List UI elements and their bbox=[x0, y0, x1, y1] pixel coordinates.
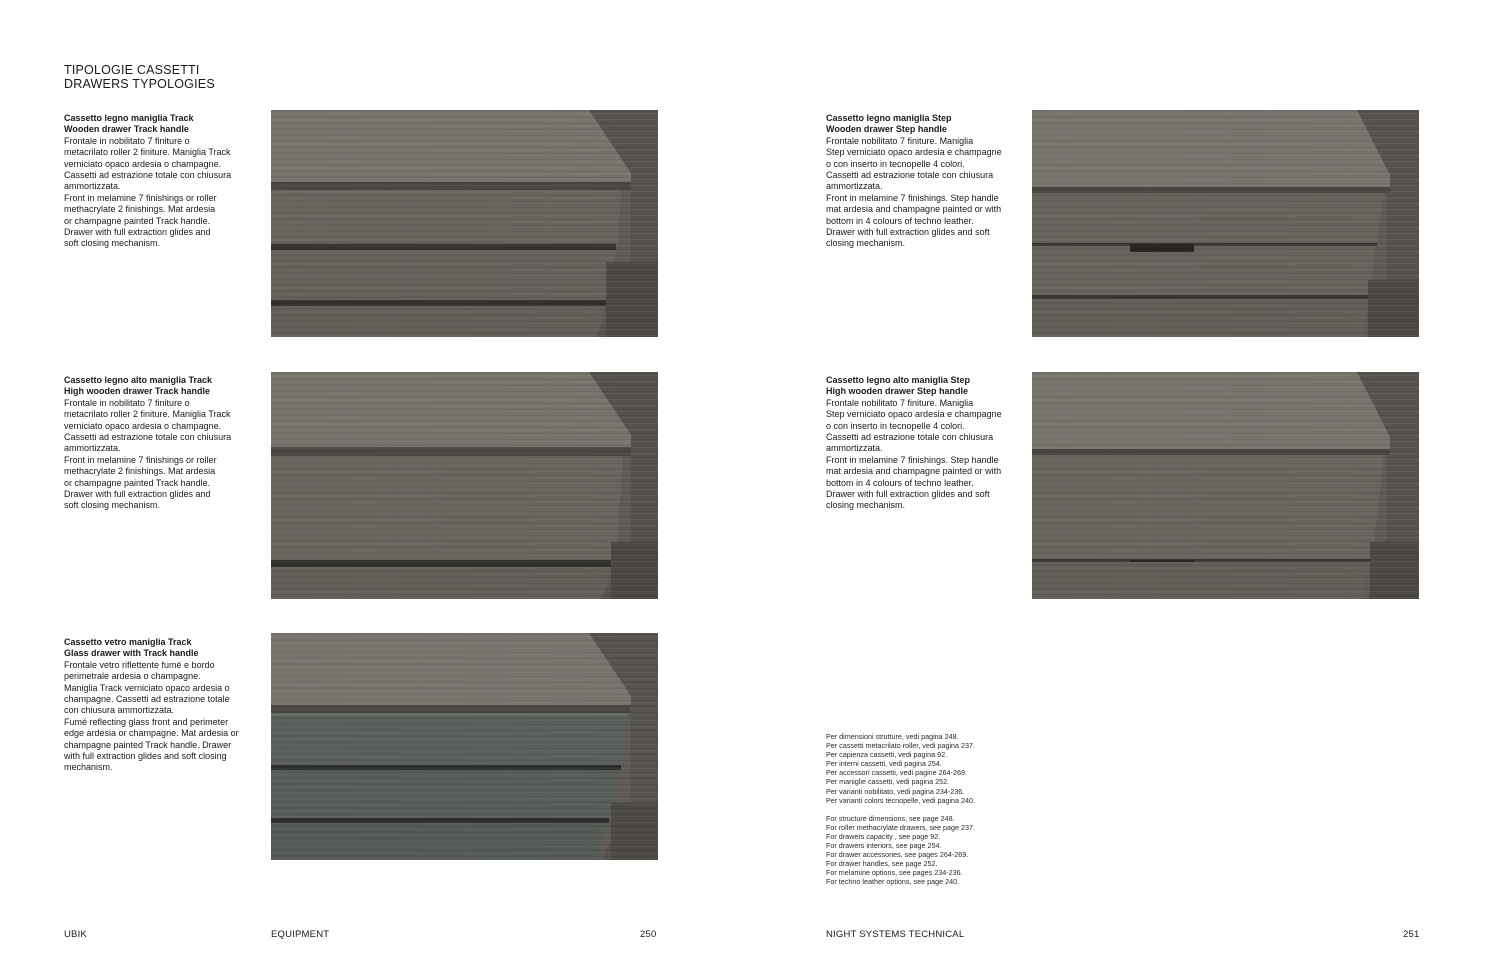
drawer-title-english: Wooden drawer Track handle bbox=[64, 124, 189, 135]
title-english: DRAWERS TYPOLOGIES bbox=[64, 77, 215, 91]
drawer-title-italian: Cassetto legno alto maniglia Step bbox=[826, 375, 971, 385]
drawer-description-3 bbox=[64, 637, 244, 774]
drawer-body-text: Frontale in nobilitato 7 finiture o metacrilato roller 2 finiture. Maniglia Track verniciato opaco ardesia o champagne. Cassetti ad estrazione totale con chiusura ammortizzata. Front in melamine 7 finishings or roller methacrylate 2 finishings. Mat ardesia or champagne painted Track handle. Drawer with full extraction glides and soft closing mechanism. bbox=[64, 135, 232, 249]
drawer-description-4 bbox=[826, 113, 1006, 250]
footer-brand: UBIK bbox=[64, 929, 87, 940]
cross-references bbox=[826, 732, 1056, 887]
drawer-title-english: High wooden drawer Step handle bbox=[826, 386, 969, 397]
glass-drawer-track-handle-photo bbox=[271, 633, 658, 860]
high-wooden-drawer-step-handle-photo bbox=[1032, 372, 1419, 599]
title-italian: TIPOLOGIE CASSETTI bbox=[64, 63, 200, 77]
drawer-description-2 bbox=[64, 375, 244, 512]
page-number-left: 250 bbox=[640, 929, 657, 940]
drawer-title-italian: Cassetto legno maniglia Step bbox=[826, 113, 952, 123]
references-english: For structure dimensions, see page 248. For roller methacrylate drawers, see page 237. For drawers capacity , see page 92. For drawers interiors, see page 254. For drawer accessories, see pages 264-269. For drawer handles, see page 252. For melamine options, see pages 234-236. For techno leather options, see page 240. bbox=[826, 813, 976, 887]
drawer-description-5 bbox=[826, 375, 1006, 512]
footer-section-right: NIGHT SYSTEMS TECHNICAL bbox=[826, 929, 965, 940]
page-title bbox=[64, 63, 215, 91]
page-number-right: 251 bbox=[1403, 929, 1420, 940]
wooden-drawer-track-handle-photo bbox=[271, 110, 658, 337]
drawer-title-italian: Cassetto legno alto maniglia Track bbox=[64, 375, 213, 385]
drawer-body-text: Frontale nobilitato 7 finiture. Maniglia Step verniciato opaco ardesia e champagne o con inserto in tecnopelle 4 colori. Cassetti ad estrazione totale con chiusura ammortizzata. Front in melamine 7 finishings. Step handle mat ardesia and champagne painted or with bottom in 4 colours of techno leather. Drawer with full extraction glides and soft closing mechanism. bbox=[826, 397, 1002, 511]
high-wooden-drawer-track-handle-photo bbox=[271, 372, 658, 599]
drawer-title-english: High wooden drawer Track handle bbox=[64, 386, 211, 397]
drawer-body-text: Frontale vetro riflettente fumé e bordo perimetrale ardesia o champagne. Maniglia Track verniciato opaco ardesia o champagne. Cassetti ad estrazione totale con chiusura ammortizzata. Fumé reflecting glass front and perimeter edge ardesia or champagne. Mat ardesia or champagne painted Track handle. Drawer with full extraction glides and soft closing mechanism. bbox=[64, 659, 239, 773]
drawer-title-italian: Cassetto legno maniglia Track bbox=[64, 113, 194, 123]
footer-section-left: EQUIPMENT bbox=[271, 929, 330, 940]
drawer-title-english: Glass drawer with Track handle bbox=[64, 648, 199, 659]
drawer-description-1 bbox=[64, 113, 244, 250]
drawer-body-text: Frontale in nobilitato 7 finiture o metacrilato roller 2 finiture. Maniglia Track verniciato opaco ardesia o champagne. Cassetti ad estrazione totale con chiusura ammortizzata. Front in melamine 7 finishings or roller methacrylate 2 finishings. Mat ardesia or champagne painted Track handle. Drawer with full extraction glides and soft closing mechanism. bbox=[64, 397, 232, 511]
drawer-title-italian: Cassetto vetro maniglia Track bbox=[64, 637, 192, 647]
wooden-drawer-step-handle-photo bbox=[1032, 110, 1419, 337]
drawer-body-text: Frontale nobilitato 7 finiture. Maniglia Step verniciato opaco ardesia e champagne o con inserto in tecnopelle 4 colori. Cassetti ad estrazione totale con chiusura ammortizzata. Front in melamine 7 finishings. Step handle mat ardesia and champagne painted or with bottom in 4 colours of techno leather. Drawer with full extraction glides and soft closing mechanism. bbox=[826, 135, 1002, 249]
references-italian: Per dimensioni strutture, vedi pagina 248. Per cassetti metacrilato roller, vedi pagina 237. Per capienza cassetti, vedi pagina 92. Per interni cassetti, vedi pagina 254. Per accessori cassetti, vedi pagine 264-269. Per maniglie cassetti, vedi pagina 252. Per varianti nobilitato, vedi pagina 234-236. Per varianti colors tecnopelle, vedi pagina 240. bbox=[826, 732, 976, 805]
drawer-title-english: Wooden drawer Step handle bbox=[826, 124, 947, 135]
